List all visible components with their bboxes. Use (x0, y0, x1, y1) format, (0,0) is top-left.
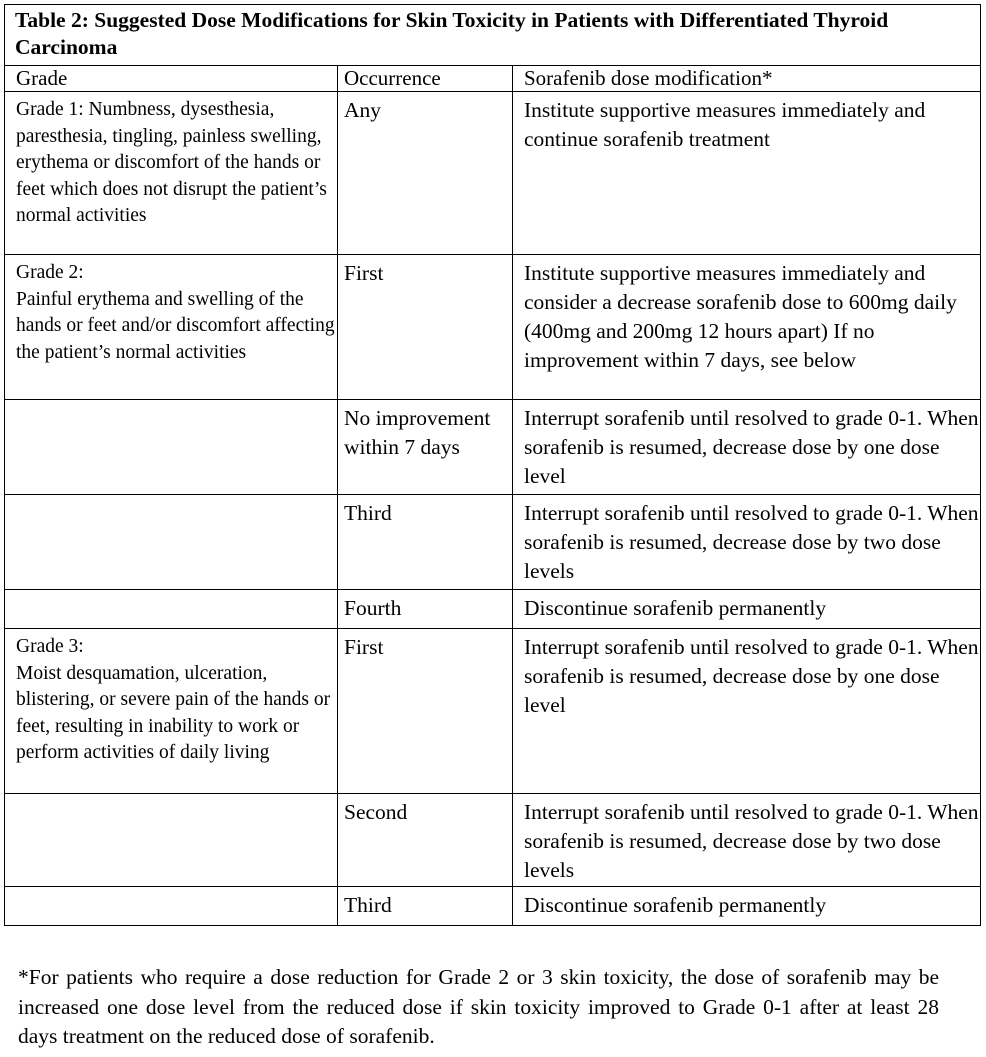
grade-label: Grade 3: (16, 636, 84, 657)
header-grade: Grade (5, 66, 338, 92)
grade-cell (5, 887, 338, 926)
occurrence-cell (338, 794, 513, 887)
modification-cell (513, 794, 981, 887)
modification-text: Interrupt sorafenib until resolved to grade 0-1. When sorafenib is resumed, decrease dose by one dose level (524, 406, 979, 488)
modification-text: Institute supportive measures immediately and consider a decrease sorafenib dose to 600mg daily (400mg and 200mg 12 hours apart) If no improvement within 7 days, see below (524, 261, 957, 372)
table-row (5, 794, 981, 887)
occurrence-text: No improvement within 7 days (344, 406, 491, 459)
modification-cell (513, 92, 981, 255)
occurrence-cell (338, 887, 513, 926)
modification-cell (513, 629, 981, 794)
dose-modification-table (4, 4, 981, 926)
modification-cell (513, 887, 981, 926)
table-header-row (5, 66, 981, 92)
grade-cell (5, 590, 338, 629)
header-occurrence: Occurrence (338, 66, 513, 92)
grade-desc: Moist desquamation, ulceration, blistering, or severe pain of the hands or feet, resulting in inability to work or perform activities of daily living (16, 662, 331, 763)
modification-cell (513, 590, 981, 629)
modification-text: Discontinue sorafenib permanently (524, 893, 827, 917)
table-footnote: *For patients who require a dose reduction for Grade 2 or 3 skin toxicity, the dose of sorafenib may be increased one dose level from the reduced dose if skin toxicity improved to Grade 0-1 after at least 28 days treatment on the reduced dose of sorafenib. (18, 965, 939, 1048)
occurrence-text: First (344, 635, 384, 659)
modification-text: Interrupt sorafenib until resolved to grade 0-1. When sorafenib is resumed, decrease dose by two dose levels (524, 800, 979, 882)
modification-cell (513, 255, 981, 400)
grade-cell (5, 794, 338, 887)
occurrence-text: Any (344, 98, 382, 122)
table-row (5, 629, 981, 794)
modification-text: Interrupt sorafenib until resolved to grade 0-1. When sorafenib is resumed, decrease dose by two dose levels (524, 501, 979, 583)
grade-cell (5, 495, 338, 590)
grade-desc: Painful erythema and swelling of the hands or feet and/or discomfort affecting the patient’s normal activities (16, 288, 335, 363)
grade-2-description (16, 255, 337, 366)
occurrence-cell (338, 255, 513, 400)
occurrence-cell (338, 629, 513, 794)
table-row (5, 887, 981, 926)
grade-label: Grade 2: (16, 262, 84, 283)
occurrence-text: Third (344, 501, 392, 525)
grade-1-description: Grade 1: Numbness, dysesthesia, paresthesia, tingling, painless swelling, erythema or discomfort of the hands or feet which does not disrupt the patient’s normal activities (16, 99, 327, 226)
table-row (5, 495, 981, 590)
occurrence-text: Third (344, 893, 392, 917)
grade-cell (5, 255, 338, 400)
grade-3-description (16, 629, 337, 767)
occurrence-text: Second (344, 800, 408, 824)
modification-text: Institute supportive measures immediately and continue sorafenib treatment (524, 98, 926, 151)
grade-cell (5, 629, 338, 794)
modification-text: Discontinue sorafenib permanently (524, 596, 827, 620)
occurrence-cell (338, 590, 513, 629)
modification-cell (513, 495, 981, 590)
header-dose-modification: Sorafenib dose modification* (513, 66, 981, 92)
grade-cell (5, 92, 338, 255)
occurrence-cell (338, 92, 513, 255)
occurrence-text: Fourth (344, 596, 402, 620)
occurrence-text: First (344, 261, 384, 285)
modification-text: Interrupt sorafenib until resolved to grade 0-1. When sorafenib is resumed, decrease dose by one dose level (524, 635, 979, 717)
table-row (5, 92, 981, 255)
grade-cell (5, 400, 338, 495)
table-row (5, 590, 981, 629)
modification-cell (513, 400, 981, 495)
table-row (5, 255, 981, 400)
table-row (5, 400, 981, 495)
occurrence-cell (338, 400, 513, 495)
table-title: Table 2: Suggested Dose Modifications for Skin Toxicity in Patients with Differentiated Thyroid Carcinoma (5, 5, 981, 66)
occurrence-cell (338, 495, 513, 590)
